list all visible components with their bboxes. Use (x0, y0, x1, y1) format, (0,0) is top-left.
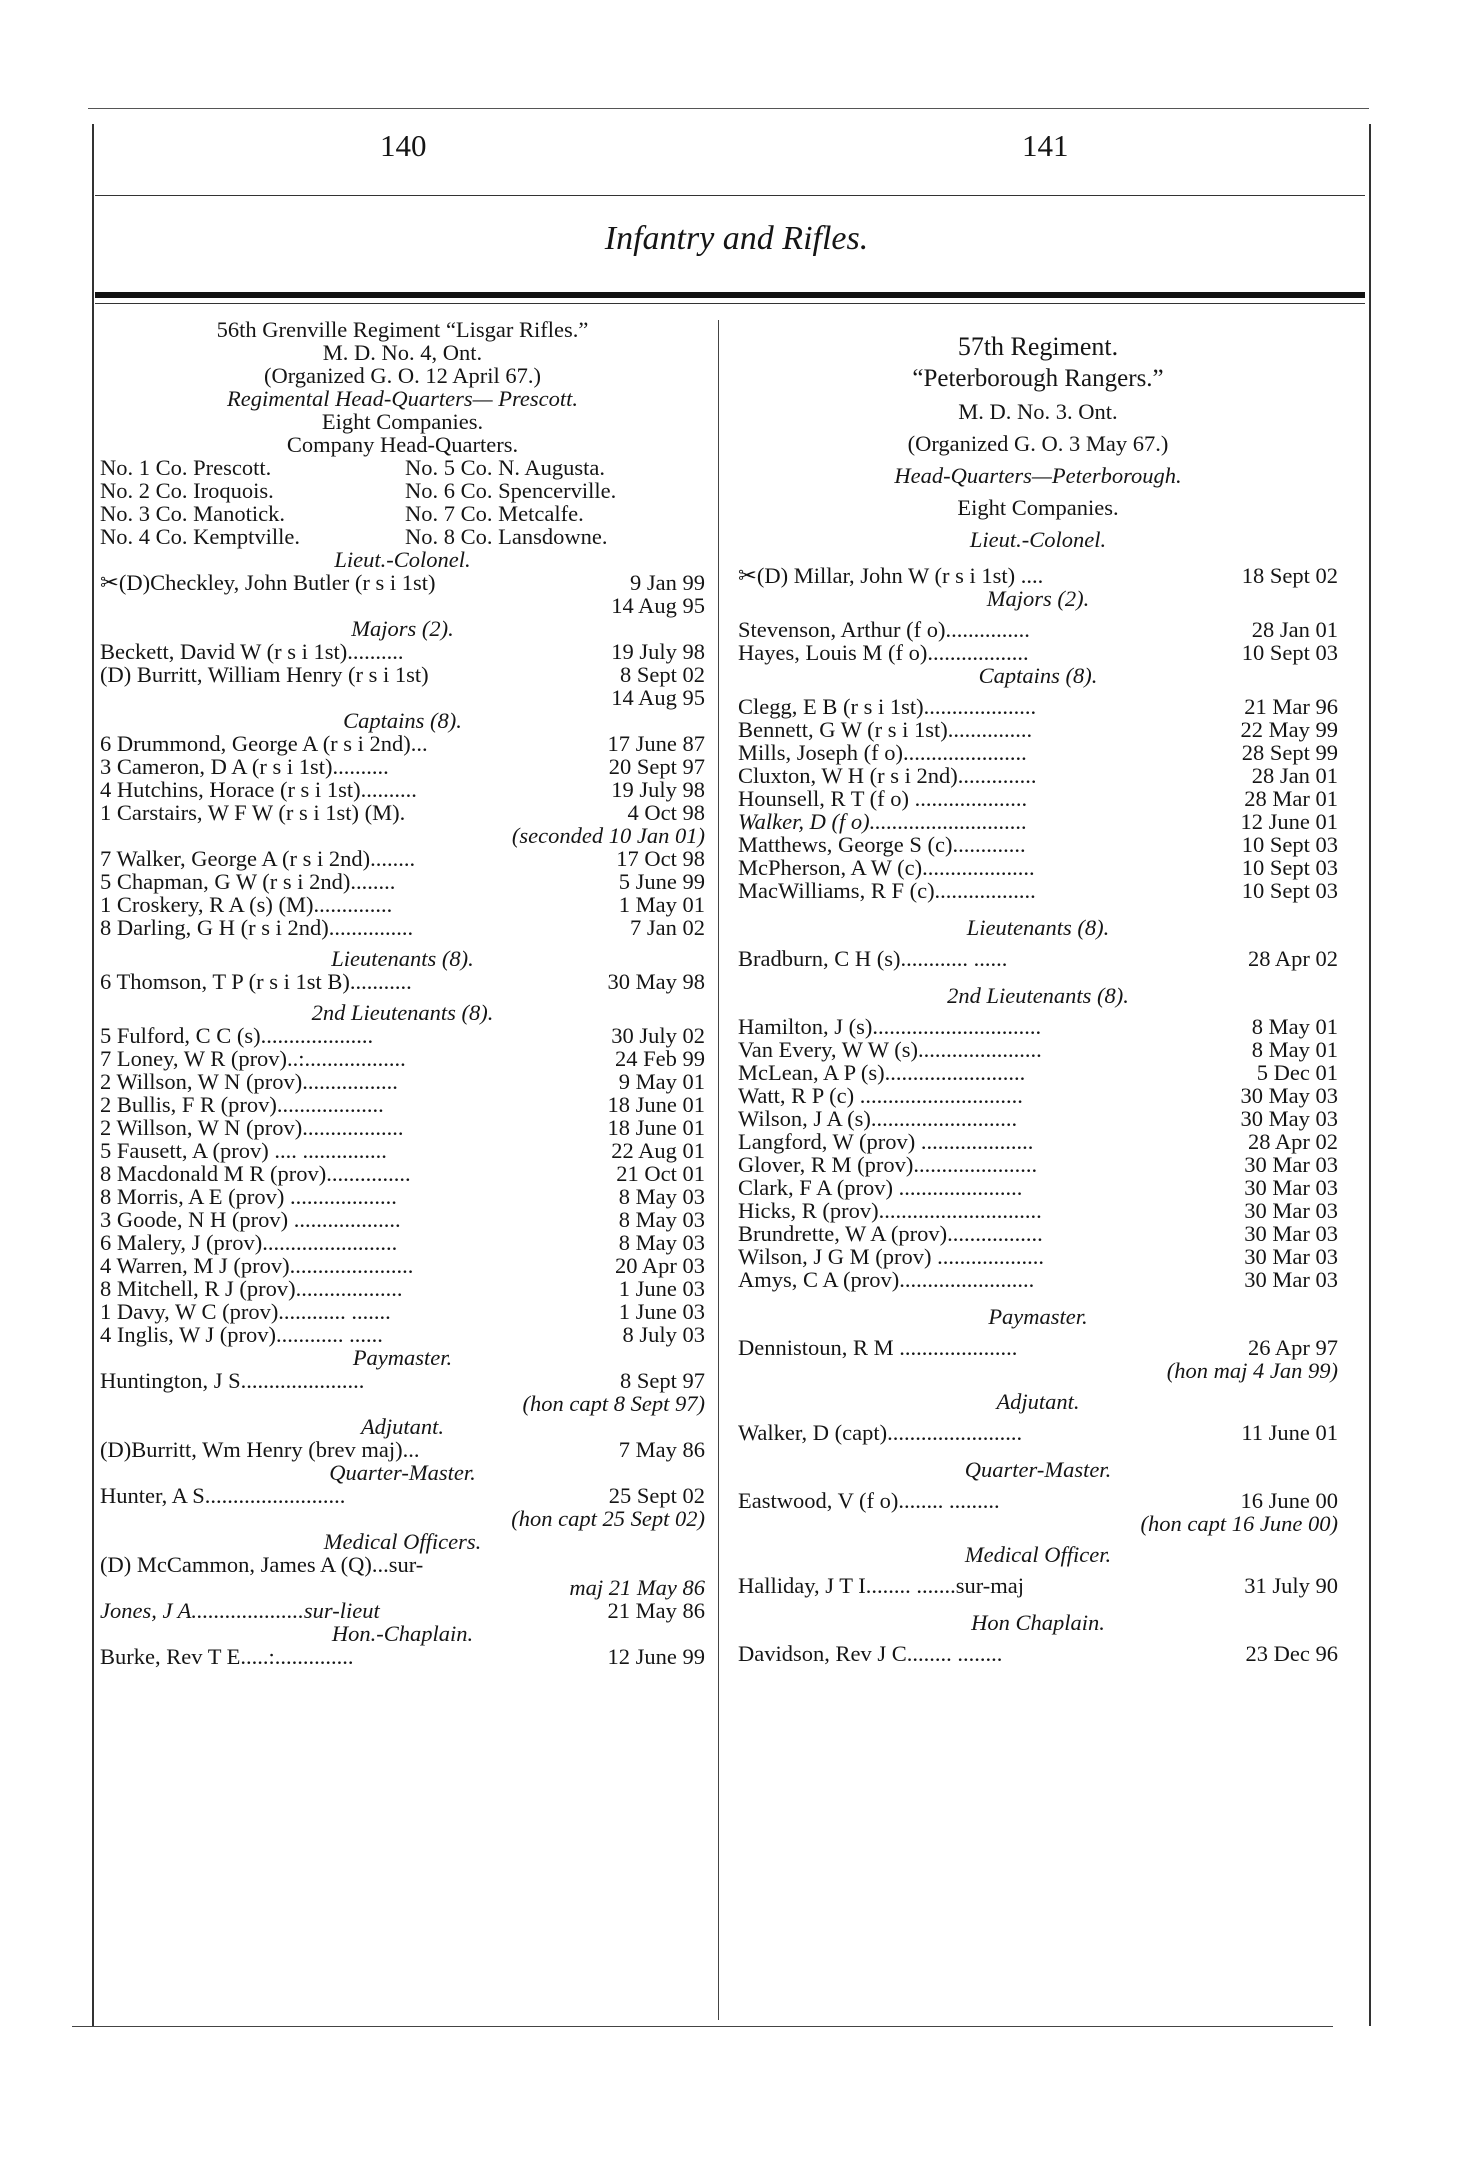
entry-row: Wilson, J A (s).......................... 30 May 03 (738, 1106, 1338, 1131)
header-rule (95, 195, 1365, 196)
chaplain-heading: Hon Chaplain. (971, 1610, 1105, 1635)
adjutant-heading: Adjutant. (360, 1414, 445, 1439)
organized: (Organized G. O. 12 April 67.) (263, 363, 542, 388)
entry-row: Stevenson, Arthur (f o)............... 28 Jan 01 (738, 617, 1338, 642)
entry-row: Watt, R P (c) ............................. 30 May 03 (738, 1083, 1338, 1108)
thin-rule (95, 303, 1365, 304)
majors-heading: Majors (2). (351, 616, 454, 641)
entry-row: 1 Davy, W C (prov)............ ....... 1 June 03 (100, 1299, 705, 1324)
entry-row: Bennett, G W (r s i 1st)............... 22 May 99 (738, 717, 1338, 742)
lt-col-heading: Lieut.-Colonel. (334, 547, 471, 572)
paymaster-heading: Paymaster. (988, 1304, 1088, 1329)
entry-row: 1 Carstairs, W F W (r s i 1st) (M). 4 Oct 98 (100, 800, 705, 825)
entry-row: 4 Inglis, W J (prov)............ ...... 8 July 03 (100, 1322, 705, 1347)
entry-row: Walker, D (capt)........................ 11 June 01 (738, 1420, 1338, 1445)
entry-row: 2 Willson, W N (prov)................. 9 May 01 (100, 1069, 705, 1094)
entry-row: 6 Thomson, T P (r s i 1st B)........... 30 May 98 (100, 969, 705, 994)
entry-row: 5 Fulford, C C (s).................... 30 July 02 (100, 1023, 705, 1048)
entry-row: 7 Walker, George A (r s i 2nd)........ 17 Oct 98 (100, 846, 705, 871)
entry-note: maj 21 May 86 (569, 1575, 705, 1600)
entry-note: (hon maj 4 Jan 99) (1166, 1358, 1338, 1383)
entry-row: 7 Loney, W R (prov)..:.................. 24 Feb 99 (100, 1046, 705, 1071)
company-row: No. 1 Co. Prescott. No. 5 Co. N. Augusta. (100, 455, 606, 480)
entry-date2: 14 Aug 95 (611, 593, 705, 618)
entry-row: Hamilton, J (s).............................. 8 May 01 (738, 1014, 1338, 1039)
regiment-title: 57th Regiment. (957, 332, 1119, 361)
lieutenants-heading: Lieutenants (8). (331, 946, 474, 971)
company-hq-head: Company Head-Quarters. (286, 432, 519, 457)
headquarters: Head-Quarters—Peterborough. (894, 463, 1182, 488)
page-number-left: 140 (380, 128, 427, 163)
regiment-title: 56th Grenville Regiment “Lisgar Rifles.” (216, 317, 589, 342)
entry-row: (D) Burritt, William Henry (r s i 1st) 8 Sept 02 (100, 662, 705, 687)
entry-row: Jones, J A....................sur-lieut 21 May 86 (100, 1598, 705, 1623)
captains-heading: Captains (8). (343, 708, 462, 733)
entry-row: Bradburn, C H (s)............ ...... 28 Apr 02 (738, 946, 1338, 971)
entry-row: Langford, W (prov) .................... 28 Apr 02 (738, 1129, 1338, 1154)
entry-row: 4 Hutchins, Horace (r s i 1st).......... 19 July 98 (100, 777, 705, 802)
qm-heading: Quarter-Master. (329, 1460, 476, 1485)
entry-row: Beckett, David W (r s i 1st).......... 19 July 98 (100, 639, 705, 664)
entry-row: 8 Morris, A E (prov) ................... 8 May 03 (100, 1184, 705, 1209)
entry-row: 8 Darling, G H (r s i 2nd)............... 7 Jan 02 (100, 915, 705, 940)
entry-row: Davidson, Rev J C........ ........ 23 Dec 96 (738, 1641, 1338, 1666)
entry-row: Halliday, J T I........ .......sur-maj 31 July 90 (738, 1573, 1338, 1598)
medical-heading: Medical Officers. (323, 1529, 482, 1554)
entry-row: 6 Drummond, George A (r s i 2nd)... 17 June 87 (100, 731, 705, 756)
entry-row: 2 Bullis, F R (prov)................... 18 June 01 (100, 1092, 705, 1117)
qm-heading: Quarter-Master. (964, 1457, 1112, 1482)
entry-row: Brundrette, W A (prov)................. 30 Mar 03 (738, 1221, 1338, 1246)
entry-row: 1 Croskery, R A (s) (M).............. 1 May 01 (100, 892, 705, 917)
entry-note: (seconded 10 Jan 01) (511, 823, 705, 848)
section-title: Infantry and Rifles. (604, 220, 869, 257)
entry-row: Mills, Joseph (f o)...................... 28 Sept 99 (738, 740, 1338, 765)
entry-row: 3 Cameron, D A (r s i 1st).......... 20 Sept 97 (100, 754, 705, 779)
entry-row: MacWilliams, R F (c).................. 10 Sept 03 (738, 878, 1338, 903)
company-list (100, 456, 705, 548)
company-row: No. 4 Co. Kemptville. No. 8 Co. Lansdowne. (100, 524, 608, 549)
entry-row: (D)Burritt, Wm Henry (brev maj)... 7 May 86 (100, 1437, 705, 1462)
entry-row: Van Every, W W (s)...................... 8 May 01 (738, 1037, 1338, 1062)
entry-row: Walker, D (f o)............................ 12 June 01 (738, 809, 1338, 834)
lieutenants-heading: Lieutenants (8). (966, 915, 1110, 940)
entry-row: 4 Warren, M J (prov)...................... 20 Apr 03 (100, 1253, 705, 1278)
companies-count: Eight Companies. (321, 409, 484, 434)
top-rule (88, 108, 1369, 109)
bottom-rule (72, 2026, 1333, 2027)
entry-note: (hon capt 16 June 00) (1140, 1511, 1338, 1536)
headquarters: Regimental Head-Quarters— Prescott. (227, 386, 578, 411)
entry-row: ✂(D) Millar, John W (r s i 1st) .... 18 Sept 02 (738, 563, 1338, 588)
organized: (Organized G. O. 3 May 67.) (907, 431, 1169, 456)
second-lts-heading: 2nd Lieutenants (8). (311, 1000, 494, 1025)
entry-row: Eastwood, V (f o)........ ......... 16 June 00 (738, 1488, 1338, 1513)
captains-heading: Captains (8). (978, 663, 1098, 688)
second-lts-heading: 2nd Lieutenants (8). (947, 983, 1129, 1008)
entry-row: Hunter, A S......................... 25 Sept 02 (100, 1483, 705, 1508)
entry-row: Clegg, E B (r s i 1st).................... 21 Mar 96 (738, 694, 1338, 719)
entry-note: (hon capt 25 Sept 02) (511, 1506, 705, 1531)
entry-row: Cluxton, W H (r s i 2nd).............. 28 Jan 01 (738, 763, 1338, 788)
column-divider (718, 320, 719, 2020)
entry-row: Dennistoun, R M ..................... 26 Apr 97 (738, 1335, 1338, 1360)
paymaster-heading: Paymaster. (352, 1345, 453, 1370)
entry-row: Huntington, J S...................... 8 Sept 97 (100, 1368, 705, 1393)
entry-row: 8 Mitchell, R J (prov)................... 1 June 03 (100, 1276, 705, 1301)
entry-row: 6 Malery, J (prov)........................ 8 May 03 (100, 1230, 705, 1255)
lt-col-heading: Lieut.-Colonel. (969, 527, 1107, 552)
entry-row: Glover, R M (prov)...................... 30 Mar 03 (738, 1152, 1338, 1177)
district: M. D. No. 3. Ont. (958, 399, 1118, 424)
page-number-right: 141 (1022, 128, 1069, 163)
entry-row: Hicks, R (prov)............................. 30 Mar 03 (738, 1198, 1338, 1223)
entry-row: Hounsell, R T (f o) .................... 28 Mar 01 (738, 786, 1338, 811)
entry-row: 5 Chapman, G W (r s i 2nd)........ 5 June 99 (100, 869, 705, 894)
entry-row: Amys, C A (prov)........................ 30 Mar 03 (738, 1267, 1338, 1292)
entry-row: 3 Goode, N H (prov) ................... 8 May 03 (100, 1207, 705, 1232)
entry-row: ✂(D)Checkley, John Butler (r s i 1st) 9 Jan 99 (100, 570, 705, 595)
company-row: No. 2 Co. Iroquois. No. 6 Co. Spencerville. (100, 478, 617, 503)
regiment-name: “Peterborough Rangers.” (912, 365, 1164, 392)
chaplain-heading: Hon.-Chaplain. (331, 1621, 474, 1646)
companies-count: Eight Companies. (957, 495, 1119, 520)
entry-row: Wilson, J G M (prov) ................... 30 Mar 03 (738, 1244, 1338, 1269)
entry-row: Matthews, George S (c)............. 10 Sept 03 (738, 832, 1338, 857)
company-row: No. 3 Co. Manotick. No. 7 Co. Metcalfe. (100, 501, 584, 526)
entry-row: Clark, F A (prov) ...................... 30 Mar 03 (738, 1175, 1338, 1200)
entry-date2: 14 Aug 95 (611, 685, 705, 710)
entry-row: McPherson, A W (c).................... 10 Sept 03 (738, 855, 1338, 880)
thick-rule (95, 292, 1365, 298)
district: M. D. No. 4, Ont. (322, 340, 483, 365)
medical-heading: Medical Officer. (964, 1542, 1112, 1567)
majors-heading: Majors (2). (986, 586, 1090, 611)
right-column (738, 318, 1338, 1665)
entry-note: (hon capt 8 Sept 97) (522, 1391, 705, 1416)
entry-row: McLean, A P (s)......................... 5 Dec 01 (738, 1060, 1338, 1085)
adjutant-heading: Adjutant. (996, 1389, 1080, 1414)
left-column (100, 318, 705, 1668)
entry-row: Hayes, Louis M (f o).................. 10 Sept 03 (738, 640, 1338, 665)
entry-row: 2 Willson, W N (prov).................. 18 June 01 (100, 1115, 705, 1140)
entry-row: Burke, Rev T E.....:.............. 12 June 99 (100, 1644, 705, 1669)
entry-row: 8 Macdonald M R (prov)............... 21 Oct 01 (100, 1161, 705, 1186)
entry-row: (D) McCammon, James A (Q)...sur- (100, 1552, 424, 1577)
entry-row: 5 Fausett, A (prov) .... ............... 22 Aug 01 (100, 1138, 705, 1163)
